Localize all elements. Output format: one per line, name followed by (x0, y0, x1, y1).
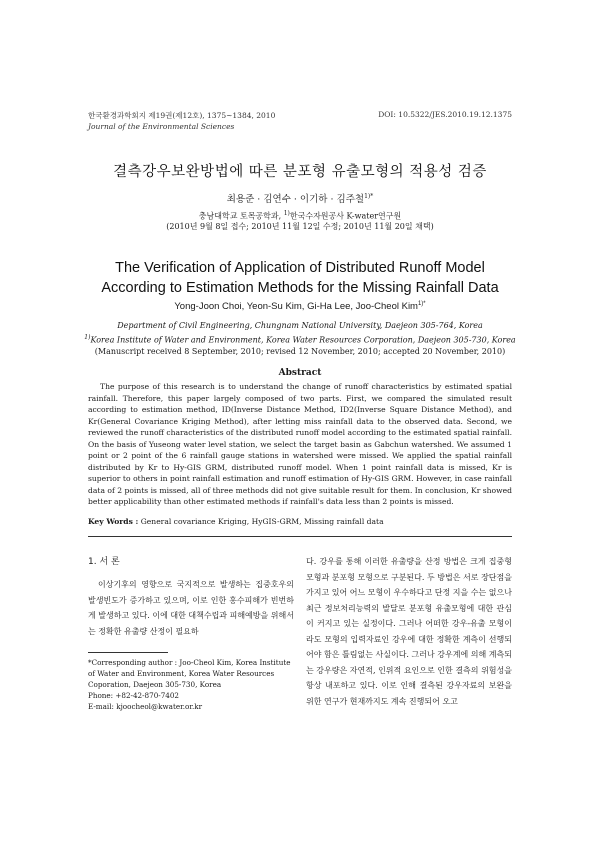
authors-english (0, 301, 600, 312)
journal-citation-ko: 한국환경과학회지 제19권(제12호), 1375~1384, 2010 (88, 111, 276, 120)
footnote-email: E-mail: kjoocheol@kwater.or.kr (88, 702, 203, 711)
keywords-label: Key Words : (88, 517, 139, 526)
author-mark-en: 1)* (417, 301, 426, 307)
abstract-body: The purpose of this research is to understand the change of runoff characteristics by estimated spatial rainfall. Therefore, this paper largely composed of two parts. First, we compared the simulated result according to estimation method, ID(Inverse Distance Method, ID2(Inverse Square Distance Method), and Kr(General Covariance Kriging Method), after letting miss rainfall data to the observed data. Second, we reviewed the runoff characteristics of the distributed runoff model according to the estimated spatial rainfall. On the basis of Yuseong water level station, we select the target basin as Gabchun watershed. We assumed 1 point or 2 point of the 6 rainfall gauge stations in watershed were missed. We applied the spatial rainfall distributed by Kr to Hy-GIS GRM, distributed runoff model. When 1 point rainfall data is missed, Kr is superior to others in point rainfall estimation and runoff estimation of Hy-GIS GRM. However, in case rainfall data of 2 points is missed, all of three methods did not give suitable result for them. In conclusion, Kr showed better applicability than other estimated methods if rainfall's data less than 2 points is missed. (88, 382, 512, 506)
manuscript-dates: (Manuscript received 8 September, 2010; revised 12 November, 2010; accepted 20 November, 2010) (94, 346, 506, 356)
right-column (306, 554, 512, 709)
affiliation-korean-b: 한국수자원공사 K-water연구원 (289, 211, 402, 221)
journal-header (88, 110, 275, 132)
footnote-divider (88, 652, 168, 653)
keywords (88, 517, 384, 526)
authors-korean-names: 최용준 · 김연수 · 이기하 · 김주철 (226, 194, 365, 205)
section-heading-introduction: 1. 서 론 (88, 557, 120, 567)
intro-paragraph-left: 이상기후의 영향으로 국지적으로 발생하는 집중호우의 발생빈도가 증가하고 있으며, 이로 인한 홍수피해가 빈번하게 발생하고 있다. 이에 대한 대책수립과 피해예방을 위해서는 정확한 유출량 산정이 필요하 (88, 580, 294, 636)
affiliation-korean-a: 충남대학교 토목공학과, (198, 211, 284, 221)
authors-english-names: Yong-Joon Choi, Yeon-Su Kim, Gi-Ha Lee, Joo-Cheol Kim (174, 301, 418, 313)
abstract-heading: Abstract (278, 368, 322, 378)
footnote-phone: Phone: +82-42-870-7402 (88, 691, 179, 700)
affiliation-mark: 1) (283, 210, 290, 217)
author-mark: 1)* (364, 192, 374, 200)
authors-korean (0, 191, 600, 205)
affiliation-english-line2: Korea Institute of Water and Environment, Korea Water Resources Corporation, Daejeon 305-730, Korea (90, 335, 516, 345)
doi: DOI: 10.5322/JES.2010.19.12.1375 (378, 110, 512, 119)
title-english-line1: The Verification of Application of Distributed Runoff Model (115, 260, 485, 276)
affiliation-english-mark: 1) (84, 333, 91, 341)
keywords-text: General covariance Kriging, HyGIS-GRM, Missing rainfall data (138, 517, 384, 526)
affiliation-korean (0, 208, 600, 222)
divider (88, 536, 512, 537)
title-english (0, 258, 600, 298)
title-korean: 결측강우보완방법에 따른 분포형 유출모형의 적용성 검증 (113, 164, 487, 180)
title-english-line2: According to Estimation Methods for the Missing Rainfall Data (101, 280, 499, 296)
intro-paragraph-right: 다. 강우를 통해 이러한 유출량을 산정 방법은 크게 집중형 모형과 분포형 모형으로 구분된다. 두 방법은 서로 장단점을 가지고 있어 어느 모형이 우수하다고 단정 지을 수는 없으나 최근 정보처리능력의 발달로 분포형 유출모형에 대한 관심이 커지고 있는 실정이다. 그러나 어떠한 강우-유출 모형이라도 모형의 입력자료인 강우에 대한 정확한 계측이 선행되어야 함은 틀림없는 사실이다. 그러나 강우계에 의해 계측되는 강우량은 자연적, 인위적 요인으로 인한 결측의 위험성을 항상 내포하고 있다. 이로 인해 결측된 강우자료의 보완을 위한 연구가 현재까지도 계속 진행되어 오고 (306, 557, 512, 706)
affiliation-english-line1: Department of Civil Engineering, Chungnam National University, Daejeon 305-764, Korea (117, 321, 483, 330)
journal-name-en: Journal of the Environmental Sciences (88, 122, 235, 131)
dates-korean: (2010년 9월 8일 접수; 2010년 11월 12일 수정; 2010년 11월 20일 채택) (166, 222, 434, 231)
footnote-corresponding-author: *Corresponding author : Joo-Cheol Kim, Korea Institute of Water and Environment, Korea Water Resources Coporation, Daejeon 305-730, Korea (88, 658, 291, 689)
left-column (88, 554, 294, 639)
affiliation-english (0, 320, 600, 357)
footnote (88, 657, 294, 712)
